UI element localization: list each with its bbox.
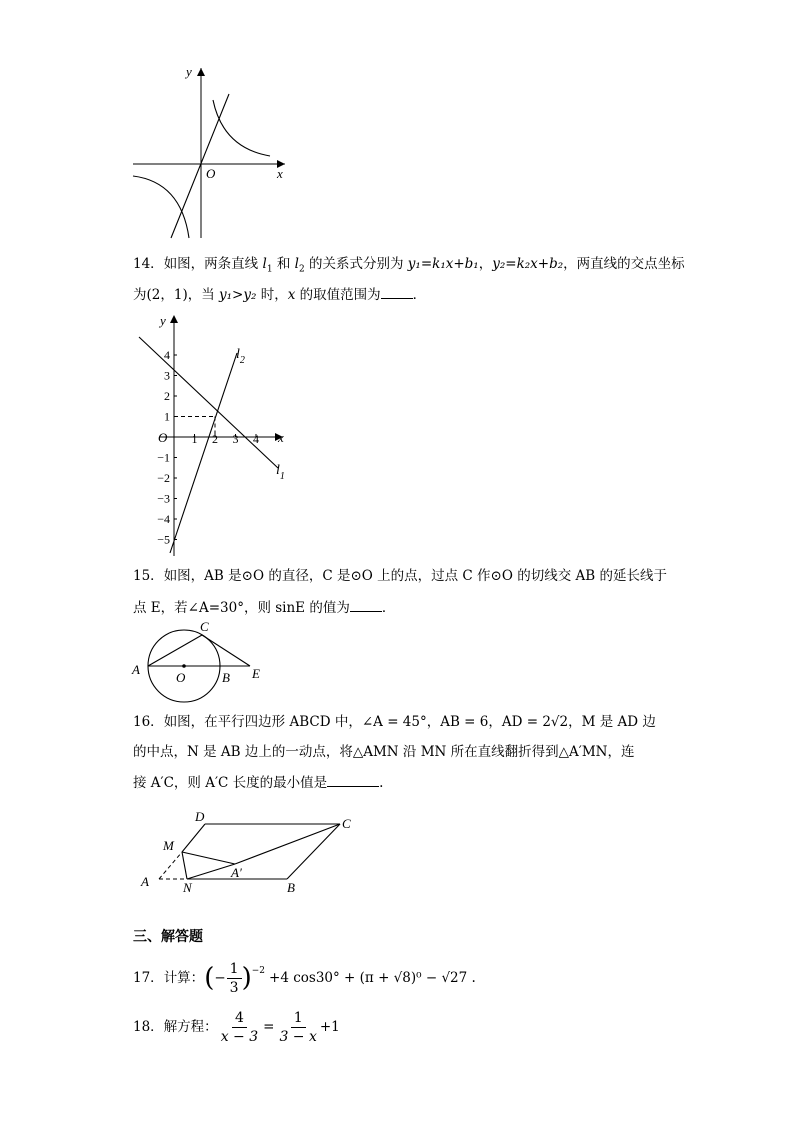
q18: 18． 解方程： $\frac{4}{x - 3}$ = $\frac{1}{3 - x}$ +1 [133, 1009, 340, 1045]
figure-13 [125, 60, 295, 245]
answer-blank[interactable] [381, 284, 413, 299]
line-l2 [170, 353, 237, 553]
y-tick-neg4: −4 [157, 512, 170, 526]
point-m-label: M [163, 838, 174, 853]
point-b-label: B [222, 670, 230, 685]
q16-line2: 的中点，N 是 AB 边上的一动点，将△AMN 沿 MN 所在直线翻折得到△A′MN，连 [133, 744, 635, 760]
figure-14 [130, 308, 300, 558]
x-axis-label: x [278, 430, 284, 445]
line-y-kx [171, 94, 229, 238]
y-tick-neg3: −3 [157, 491, 170, 506]
point-a-label: A [132, 662, 140, 677]
point-a-label: A [141, 874, 149, 889]
point-a-prime-label: A′ [231, 865, 242, 880]
y-tick-4: 4 [164, 348, 170, 362]
x-tick-3: 3 [232, 432, 239, 446]
y-tick-neg5: −5 [157, 532, 170, 547]
q17: 17． 计算： ( − $\frac{1}{3}$ ) $^{-2}$ +4 cos30° + (π + √8)⁰ − √27 . [133, 960, 476, 996]
point-c-label: C [200, 619, 209, 634]
q16-line1: 16．如图，在平行四边形 ABCD 中，∠A = 45°，AB = 6，AD = 2√2，M 是 AD 边 [133, 714, 656, 730]
y-axis-label: y [186, 64, 192, 79]
q16-line3: 接 A′C，则 A′C 长度的最小值是 . [133, 772, 383, 793]
q14-line2: 为(2，1)，当 y₁>y₂ 时，x 的取值范围为 ． [133, 284, 426, 305]
point-o-label: O [176, 670, 186, 685]
point-n-label: N [183, 880, 192, 895]
q15-line2: 点 E，若∠A=30°，则 sinE 的值为 ． [133, 597, 395, 618]
x-axis-label: x [277, 166, 283, 181]
x-tick-2: 2 [212, 432, 218, 446]
figure-15 [128, 618, 278, 708]
line-l1 [139, 337, 278, 468]
section-title: 三、解答题 [133, 929, 203, 945]
y-tick-neg2: −2 [157, 471, 170, 485]
x-tick-1: 1 [191, 432, 198, 446]
q15-line1: 15．如图，AB 是⊙O 的直径，C 是⊙O 上的点，过点 C 作⊙O 的切线交 AB 的延长线于 [133, 568, 667, 584]
y-tick-neg1: −1 [157, 450, 170, 465]
x-tick-4: 4 [253, 432, 259, 446]
answer-blank[interactable] [327, 772, 379, 787]
point-c-label: C [342, 816, 351, 831]
point-e-label: E [252, 666, 260, 681]
y-tick-3: 3 [164, 368, 170, 383]
l2-label: $l_2$ [236, 347, 245, 366]
y-tick-2: 2 [164, 389, 170, 403]
y-tick-1: 1 [164, 409, 170, 424]
l1-label: $l_1$ [276, 463, 285, 482]
point-b-label: B [287, 880, 295, 895]
hyperbola-branch-3 [133, 176, 189, 238]
figure-16 [135, 806, 365, 898]
y-axis-label: y [160, 313, 166, 328]
answer-blank[interactable] [350, 597, 382, 612]
hyperbola-branch-1 [213, 100, 270, 156]
point-d-label: D [195, 809, 205, 824]
origin-label: O [158, 430, 168, 445]
q14-line1: 14．如图，两条直线 $l_1$ 和 $l_2$ 的关系式分别为 y₁=k₁x+b₁，y₂=k₂x+b₂，两直线的交点坐标 [133, 256, 685, 275]
origin-label: O [206, 166, 216, 181]
